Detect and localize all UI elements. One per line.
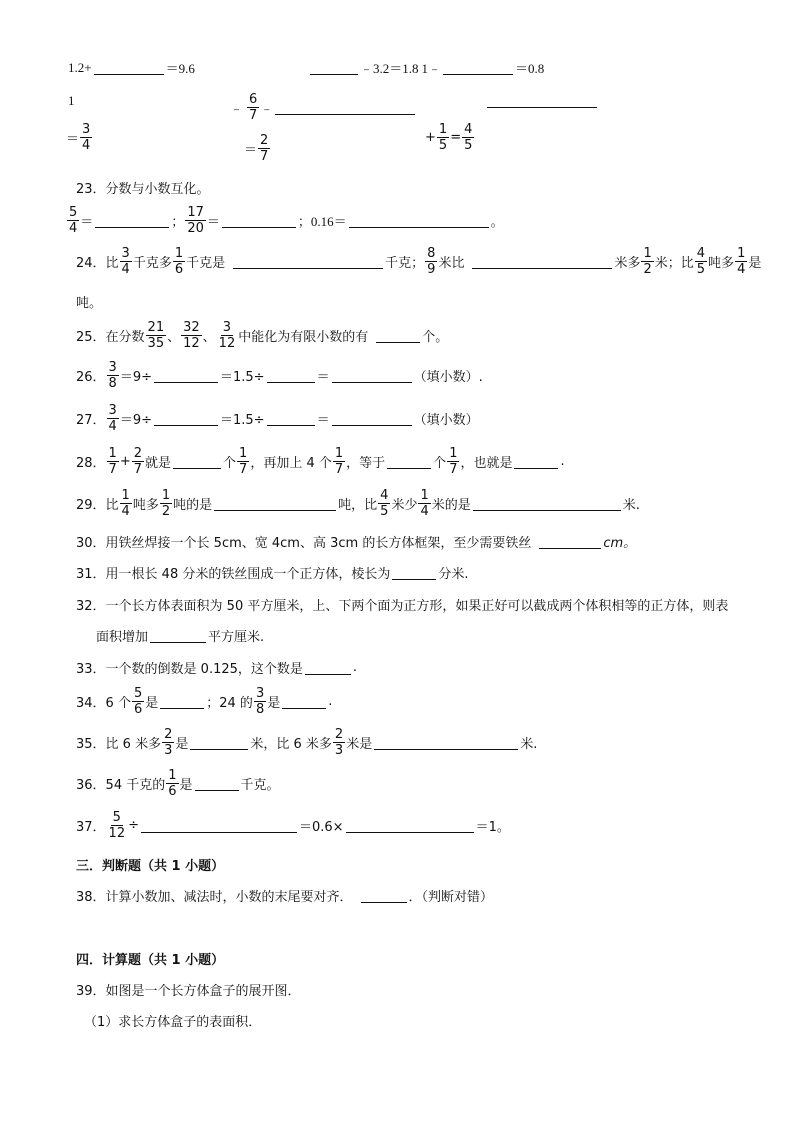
q29-t5: 米的是 xyxy=(431,498,471,513)
numerator: 21 xyxy=(147,320,165,335)
q27-f xyxy=(107,403,119,434)
q22d-eq: ＝ xyxy=(66,132,80,147)
q28-t7: . xyxy=(560,454,565,469)
q29-t1: 吨多 xyxy=(132,498,159,513)
q24-f6 xyxy=(735,246,747,277)
section-4-title: 四．计算题（共 1 小题） xyxy=(76,953,225,968)
q32-line2b: 平方厘米. xyxy=(208,630,265,645)
q22f-top xyxy=(485,93,599,108)
numerator: 4 xyxy=(696,246,706,261)
q34-blank2[interactable] xyxy=(282,694,326,709)
denominator: 7 xyxy=(260,149,269,164)
q25-f2 xyxy=(181,320,202,351)
denominator: 3 xyxy=(164,743,173,758)
q34-f1 xyxy=(132,686,144,717)
q22d-top-text: 1 xyxy=(68,93,75,108)
q34-t4: . xyxy=(328,694,333,709)
q22f-eq: = xyxy=(450,130,462,145)
q24-t7: 吨多 xyxy=(708,256,735,271)
q28-t5: 个 xyxy=(433,456,447,471)
q23-blank1[interactable] xyxy=(95,213,169,228)
q28-row xyxy=(76,446,565,477)
numerator: 1 xyxy=(420,488,429,503)
q34-row xyxy=(76,686,332,717)
q22a-right: ＝9.6 xyxy=(165,61,195,76)
denominator: 5 xyxy=(464,138,473,153)
q29-t6: 米. xyxy=(622,498,640,513)
q22e-bottom xyxy=(244,133,271,164)
q22e-top xyxy=(230,92,417,123)
q39-1-text: （1）求长方体盒子的表面积． xyxy=(84,1015,262,1030)
q38-text: 38．计算小数加、减法时，小数的末尾要对齐． xyxy=(76,890,353,905)
q33-text: 33．一个数的倒数是 0.125，这个数是 xyxy=(76,662,303,677)
q22a-blank[interactable] xyxy=(94,60,164,75)
numerator: 1 xyxy=(438,122,448,137)
q35-t4: 米. xyxy=(520,737,538,752)
q29-row xyxy=(76,488,640,519)
q34-t2: ；24 的 xyxy=(206,696,253,711)
q24-f1 xyxy=(120,246,132,277)
q34-t1: 是 xyxy=(145,696,159,711)
q39-row xyxy=(76,980,301,999)
q29-num: 29．比 xyxy=(76,498,119,513)
q27-row xyxy=(76,403,479,434)
q23-decimal: 0.16＝ xyxy=(310,214,347,229)
numerator: 5 xyxy=(112,810,121,825)
q23-sep2: ； xyxy=(297,215,311,230)
denominator: 5 xyxy=(438,138,448,153)
numerator: 2 xyxy=(133,446,143,461)
q25-num: 25．在分数 xyxy=(76,330,145,345)
q33-blank[interactable] xyxy=(305,660,351,675)
denominator: 2 xyxy=(161,504,171,519)
numerator: 3 xyxy=(121,246,130,261)
q32-blank[interactable] xyxy=(150,628,206,643)
q36-t1: 是 xyxy=(179,778,193,793)
q24-t3: 千克； xyxy=(385,256,425,271)
q27-blank2[interactable] xyxy=(267,411,315,426)
q23-row xyxy=(66,205,504,236)
numerator: 3 xyxy=(222,320,232,335)
q29-blank2[interactable] xyxy=(473,496,621,511)
numerator: 5 xyxy=(133,686,143,701)
denominator: 9 xyxy=(427,262,436,277)
q26-blank1[interactable] xyxy=(154,368,218,383)
q22e-blank[interactable] xyxy=(275,100,415,115)
q29-f4 xyxy=(418,488,430,519)
denominator: 7 xyxy=(239,462,248,477)
denominator: 12 xyxy=(218,336,236,351)
q24-cont-text: 吨。 xyxy=(76,296,103,311)
denominator: 6 xyxy=(168,784,177,799)
q22c-blank[interactable] xyxy=(443,60,513,75)
q34-f2 xyxy=(254,686,266,717)
q22b-blank[interactable] xyxy=(310,60,358,75)
q24-f2 xyxy=(173,246,185,277)
denominator: 8 xyxy=(255,702,265,717)
q35-row xyxy=(76,727,537,758)
q22c-right: ＝0.8 xyxy=(515,61,545,76)
q28-plus: + xyxy=(119,454,131,469)
q36-t2: 千克。 xyxy=(240,778,280,793)
q25-sep1: 、 xyxy=(167,330,181,345)
numerator: 3 xyxy=(82,122,91,137)
q22e-fraction2 xyxy=(258,133,270,164)
q26-blank3[interactable] xyxy=(332,368,412,383)
q25-f3 xyxy=(217,320,238,351)
q24-t1: 千克多 xyxy=(132,256,172,271)
denominator: 7 xyxy=(334,462,344,477)
q39-text: 39．如图是一个长方体盒子的展开图． xyxy=(76,984,301,999)
denominator: 12 xyxy=(183,336,200,351)
q27-blank3[interactable] xyxy=(332,411,412,426)
numerator: 2 xyxy=(164,727,173,742)
q35-t3: 米是 xyxy=(346,737,373,752)
numerator: 17 xyxy=(187,205,204,220)
numerator: 3 xyxy=(255,686,265,701)
q26-f xyxy=(107,360,119,391)
q37-blank2[interactable] xyxy=(346,818,474,833)
q37-t3: ＝1。 xyxy=(475,820,510,835)
section-3-heading xyxy=(76,855,224,874)
q37-t2: ＝0.6× xyxy=(299,820,344,835)
section-4-heading xyxy=(76,949,224,968)
numerator: 8 xyxy=(427,246,436,261)
denominator: 12 xyxy=(108,826,126,841)
q22-row1b xyxy=(308,58,544,77)
q23-sep1: ； xyxy=(171,215,185,230)
q29-f3 xyxy=(378,488,390,519)
numerator: 1 xyxy=(108,446,117,461)
denominator: 7 xyxy=(108,462,117,477)
q22e-eq: ＝ xyxy=(244,143,258,158)
q22-row1 xyxy=(68,58,195,77)
q32-row2 xyxy=(96,626,264,645)
denominator: 5 xyxy=(380,504,389,519)
denominator: 6 xyxy=(133,702,143,717)
q35-f1 xyxy=(162,727,174,758)
q22e-fraction1 xyxy=(247,92,259,123)
q24-t2: 千克是 xyxy=(186,256,226,271)
q35-num: 35．比 6 米多 xyxy=(76,737,162,752)
q34-t3: 是 xyxy=(267,696,281,711)
numerator: 1 xyxy=(174,246,184,261)
numerator: 1 xyxy=(334,446,344,461)
q26-t1: ＝9÷ xyxy=(119,370,152,385)
q29-t4: 米少 xyxy=(391,498,418,513)
q37-blank1[interactable] xyxy=(141,818,297,833)
section-3-title: 三．判断题（共 1 小题） xyxy=(76,859,225,874)
denominator: 3 xyxy=(334,743,344,758)
q32-line1: 32．一个长方体表面积为 50 平方厘米，上、下两个面为正方形，如果正好可以截成两个体积相等的正方体，则表 xyxy=(76,599,729,614)
denominator: 4 xyxy=(82,138,91,153)
numerator: 1 xyxy=(161,488,171,503)
q29-t2: 吨的是 xyxy=(173,498,213,513)
q29-f1 xyxy=(120,488,132,519)
numerator: 2 xyxy=(334,727,344,742)
q28-blank2[interactable] xyxy=(387,454,431,469)
q28-blank3[interactable] xyxy=(514,454,558,469)
q25-row xyxy=(76,320,448,351)
q31-blank[interactable] xyxy=(392,565,436,580)
q35-t2: 米，比 6 米多 xyxy=(250,737,332,752)
q27-num: 27． xyxy=(76,413,106,428)
denominator: 7 xyxy=(249,108,258,123)
denominator: 2 xyxy=(643,262,652,277)
q28-blank1[interactable] xyxy=(173,454,221,469)
q37-row xyxy=(76,810,510,841)
q27-t1: ＝9÷ xyxy=(119,413,152,428)
q28-num: 28． xyxy=(76,456,106,471)
q24-t5: 米多 xyxy=(614,256,641,271)
q35-f2 xyxy=(333,727,345,758)
numerator: 2 xyxy=(260,133,269,148)
q37-f xyxy=(107,810,128,841)
q23-blank3[interactable] xyxy=(349,213,489,228)
denominator: 7 xyxy=(133,462,143,477)
q22d-top xyxy=(68,93,75,109)
q24-f4 xyxy=(641,246,653,277)
q25-blank[interactable] xyxy=(376,328,420,343)
q30-blank[interactable] xyxy=(539,534,601,549)
q32-row1 xyxy=(76,595,728,614)
q27-blank1[interactable] xyxy=(154,411,218,426)
q27-t3: ＝ xyxy=(316,413,330,428)
q28-f2 xyxy=(132,446,144,477)
denominator: 4 xyxy=(69,221,78,236)
q25-t2: 个。 xyxy=(422,330,449,345)
q36-f xyxy=(166,768,178,799)
q23-end: 。 xyxy=(490,215,504,230)
q31-unit: 分米. xyxy=(438,567,469,582)
q32-line2a: 面积增加 xyxy=(96,630,149,645)
q22f-blank[interactable] xyxy=(487,93,597,108)
q26-t3: ＝ xyxy=(316,370,330,385)
q24-row xyxy=(76,246,761,277)
q22e-minus: ﹣ xyxy=(230,102,244,117)
denominator: 6 xyxy=(174,262,184,277)
q22d-bottom xyxy=(66,122,93,153)
q27-t4: （填小数） xyxy=(413,413,479,428)
denominator: 4 xyxy=(108,419,117,434)
q34-num: 34．6 个 xyxy=(76,696,131,711)
q23-fraction2 xyxy=(185,205,206,236)
numerator: 4 xyxy=(464,122,473,137)
q24-blank1[interactable] xyxy=(233,254,383,269)
q24-t4: 米比 xyxy=(438,256,465,271)
q28-t2: 个 xyxy=(223,456,237,471)
q36-num: 36．54 千克的 xyxy=(76,778,166,793)
q30-unit: cm。 xyxy=(603,536,637,551)
numerator: 1 xyxy=(737,246,746,261)
q35-t1: 是 xyxy=(175,737,189,752)
numerator: 5 xyxy=(69,205,78,220)
denominator: 8 xyxy=(108,376,117,391)
q25-sep2: 、 xyxy=(202,330,216,345)
q24-t8: 是 xyxy=(748,256,762,271)
q22f-plus: + xyxy=(425,130,436,145)
q23-fraction1 xyxy=(67,205,79,236)
q24-cont xyxy=(76,292,102,311)
q38-row xyxy=(76,886,493,905)
q37-t1: ÷ xyxy=(128,818,139,833)
q28-t6: ，也就是 xyxy=(460,456,513,471)
q35-blank2[interactable] xyxy=(374,735,518,750)
q28-t3: ，再加上 4 个 xyxy=(250,456,332,471)
numerator: 1 xyxy=(449,446,458,461)
q30-text: 30．用铁丝焊接一个长 5cm、宽 4cm、高 3cm 的长方体框架，至少需要铁丝 xyxy=(76,536,532,551)
q26-t4: （填小数）. xyxy=(413,370,483,385)
denominator: 4 xyxy=(121,262,130,277)
q28-f1 xyxy=(107,446,119,477)
q22b-right: ﹣3.2＝1.8 xyxy=(360,61,419,76)
q24-f5 xyxy=(695,246,707,277)
numerator: 1 xyxy=(239,446,248,461)
q27-t2: ＝1.5÷ xyxy=(220,413,265,428)
q38-blank[interactable] xyxy=(361,888,407,903)
q22f-fraction1 xyxy=(437,122,449,153)
q26-blank2[interactable] xyxy=(267,368,315,383)
denominator: 35 xyxy=(147,336,165,351)
q25-t1: 中能化为有限小数的有 xyxy=(238,330,369,345)
denominator: 5 xyxy=(696,262,706,277)
q28-f4 xyxy=(333,446,345,477)
numerator: 1 xyxy=(121,488,130,503)
q26-t2: ＝1.5÷ xyxy=(220,370,265,385)
denominator: 4 xyxy=(121,504,130,519)
q31-row xyxy=(76,563,469,582)
q23-eq1: ＝ xyxy=(80,215,94,230)
q23-eq2: ＝ xyxy=(206,215,220,230)
numerator: 4 xyxy=(380,488,389,503)
q29-blank1[interactable] xyxy=(214,496,336,511)
q24-t6: 米；比 xyxy=(654,256,694,271)
q39-1-row xyxy=(84,1011,261,1030)
q24-num: 24．比 xyxy=(76,256,119,271)
q35-blank1[interactable] xyxy=(190,735,248,750)
numerator: 3 xyxy=(108,360,117,375)
q33-row xyxy=(76,658,357,677)
q38-t2: ．（判断对错） xyxy=(408,890,494,905)
q23-label xyxy=(76,178,210,197)
q26-num: 26． xyxy=(76,370,106,385)
q28-t1: 就是 xyxy=(145,456,172,471)
q22e-minus2: ﹣ xyxy=(260,102,274,117)
q22f-fraction2 xyxy=(462,122,474,153)
denominator: 4 xyxy=(737,262,746,277)
numerator: 1 xyxy=(643,246,652,261)
q23-label-text: 23．分数与小数互化。 xyxy=(76,182,210,197)
q36-row xyxy=(76,768,280,799)
denominator: 20 xyxy=(187,221,204,236)
q23-blank2[interactable] xyxy=(222,213,296,228)
q33-end: . xyxy=(352,660,358,675)
q25-f1 xyxy=(146,320,167,351)
numerator: 3 xyxy=(108,403,117,418)
q29-t3: 吨，比 xyxy=(338,498,378,513)
q24-blank2[interactable] xyxy=(472,254,612,269)
q30-row xyxy=(76,532,636,551)
q22c-left: 1﹣ xyxy=(421,61,442,76)
q31-text: 31．用一根长 48 分米的铁丝围成一个正方体，棱长为 xyxy=(76,567,391,582)
numerator: 32 xyxy=(183,320,200,335)
q22d-fraction xyxy=(80,122,92,153)
denominator: 7 xyxy=(449,462,458,477)
q29-f2 xyxy=(160,488,172,519)
q24-f3 xyxy=(425,246,437,277)
q37-num: 37． xyxy=(76,820,106,835)
q28-f5 xyxy=(447,446,459,477)
q36-blank[interactable] xyxy=(195,776,239,791)
q22f-bottom xyxy=(425,122,475,153)
numerator: 6 xyxy=(249,92,258,107)
q34-blank1[interactable] xyxy=(160,694,204,709)
denominator: 4 xyxy=(420,504,429,519)
numerator: 1 xyxy=(168,768,177,783)
q22a-left: 1.2+ xyxy=(68,59,92,75)
q26-row xyxy=(76,360,483,391)
q28-f3 xyxy=(237,446,249,477)
q28-t4: ，等于 xyxy=(346,456,386,471)
